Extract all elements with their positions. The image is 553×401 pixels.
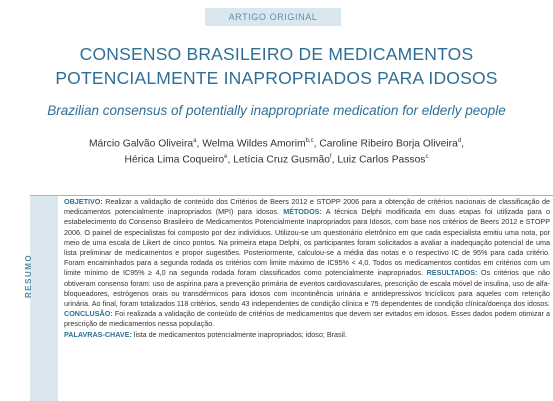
abstract-sidebar (24, 196, 58, 401)
author-separator: , (196, 138, 203, 150)
resultados-text: Os critérios que não obtiveram consenso foram: uso de aspirina para a prevenção primária de eventos cardiovasculares, prescrição de escala móvel de insulina, uso de alfa-bloqueadores, estrógenos orais ou transdérmicos para idosos com incontinência urinária e antidepressivos tricíclicos para aqueles com retenção urinária. Ao final, foram totalizados 118 critérios, sendo 43 independentes de condição clínica e 75 dependentes de condição clínica/doença dos idosos. (64, 268, 550, 309)
objetivo-label: OBJETIVO: (64, 197, 103, 206)
author-name: Hérica Lima Coqueiro (124, 154, 225, 166)
authors-line2 (0, 154, 553, 165)
author-affiliation: f (329, 154, 332, 160)
conclusao-label: CONCLUSÃO: (64, 309, 113, 319)
author-affiliation: e (224, 154, 228, 160)
title-en: Brazilian consensus of potentially inappropriate medication for elderly people (47, 103, 506, 118)
author-name: Caroline Ribeiro Borja Oliveira (319, 138, 458, 150)
title-pt-line2: POTENCIALMENTE INAPROPRIADOS PARA IDOSOS (55, 68, 498, 88)
abstract-box (24, 195, 553, 401)
authors-line1 (0, 138, 553, 149)
section-tag: ARTIGO ORIGINAL (205, 8, 341, 26)
author-name: Welma Wildes Amorim (202, 138, 306, 150)
title-pt-line1: CONSENSO BRASILEIRO DE MEDICAMENTOS (79, 44, 474, 64)
author-separator: , (461, 138, 465, 150)
abstract-label: RESUMO (24, 253, 33, 298)
metodos-label: MÉTODOS: (283, 207, 322, 217)
author-affiliation: b,c (305, 138, 314, 144)
objetivo-text: Realizar a validação de conteúdo dos Critérios de Beers 2012 e STOPP 2006 para a obtenção de critérios nacionais de classificação de medicamentos potencialmente inapropriados (MPI) para idosos. (64, 197, 550, 217)
author-separator: , (331, 154, 338, 166)
author-affiliation: c (425, 154, 429, 160)
conclusao-text: Foi realizada a validação de conteúdo de critérios de medicamentos que devem ser evitados em idosos. Esses dados podem otimizar a prescrição de medicamentos nessa população. (64, 309, 550, 329)
author-affiliation: d (457, 138, 462, 144)
metodos-text: A técnica Delphi modificada em duas etapas foi utilizada para o estabelecimento do Consenso Brasileiro de Medicamentos Potencialmente Inapropriados para Idosos, com base nos critérios de Beers 2012 e STOPP 2006. O painel de especialistas foi composto por dez indivíduos. Utilizou-se um questionário eletrônico em que cada especialista emitiu uma nota, por meio de uma escala de Likert de cinco pontos. Na primeira etapa Delphi, os participantes foram solicitados a avaliar a inadequação potencial de uma lista preliminar de medicamentos e propor sugestões. Posteriormente, calculou-se a média das notas e o respectivo IC de 95% para cada critério. Foram encaminhados para a segunda rodada os critérios com limite máximo de IC95% < 4,0. Todos os medicamentos contidos em critérios com um limite mínimo de IC95% ≥ 4,0 na segunda rodada foram classificados como potencialmente inapropriados. (64, 207, 551, 278)
author-name: Letícia Cruz Gusmão (233, 154, 330, 166)
author-name: Luiz Carlos Passos (337, 154, 426, 166)
keywords-label: PALAVRAS-CHAVE: (64, 329, 132, 339)
author-separator: , (313, 138, 320, 150)
author-affiliation: a (193, 138, 197, 144)
resultados-label: RESULTADOS: (426, 268, 478, 278)
author-separator: , (227, 154, 234, 166)
abstract-text (64, 197, 550, 340)
author-name: Márcio Galvão Oliveira (88, 138, 194, 150)
keywords-text: lista de medicamentos potencialmente inapropriados; idoso; Brasil. (131, 329, 347, 339)
